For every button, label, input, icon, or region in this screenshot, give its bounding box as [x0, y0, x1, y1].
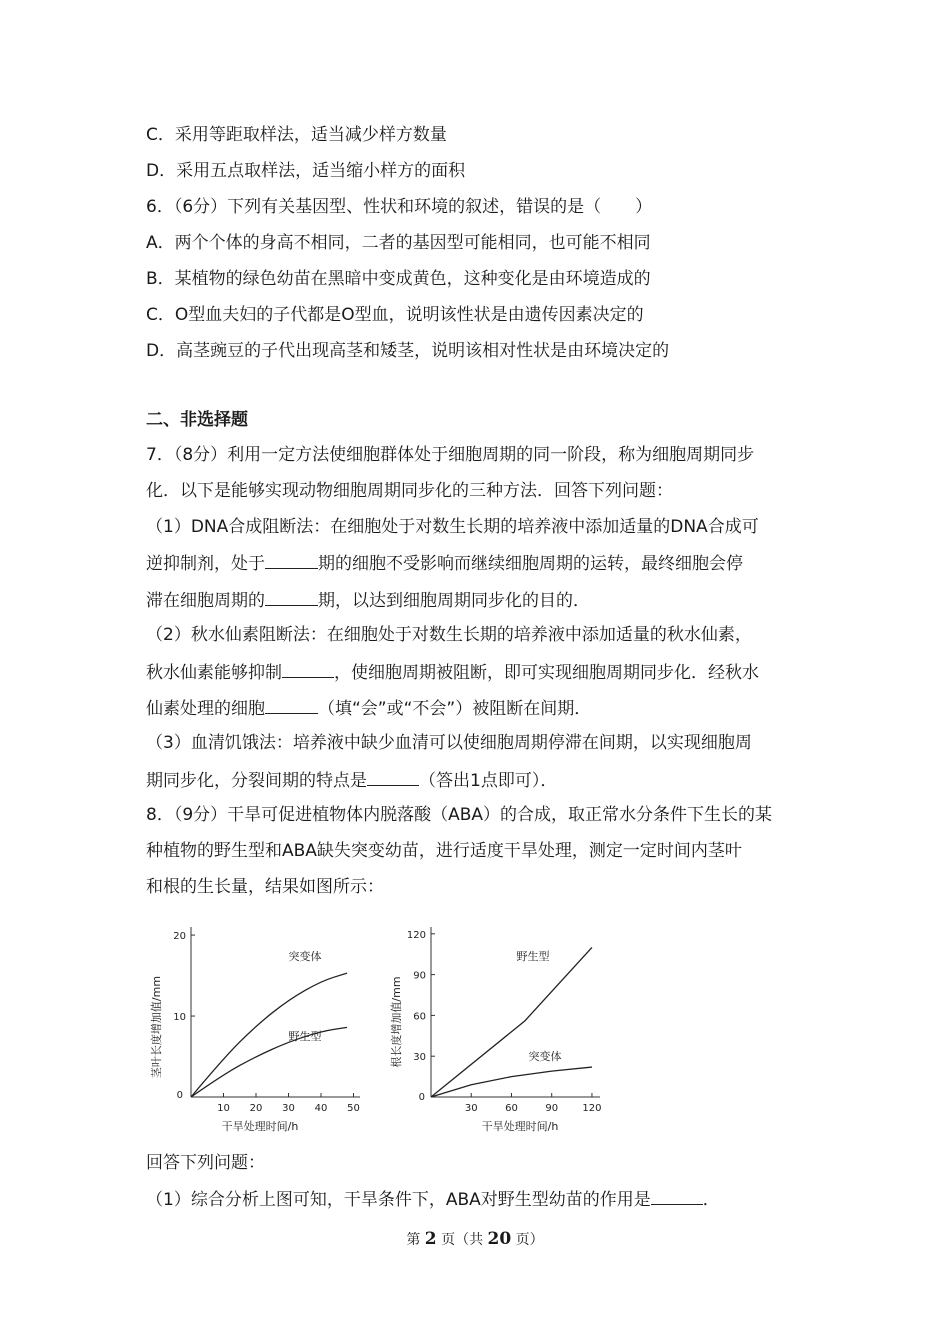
y-axis-label: 茎叶长度增加值/mm	[150, 975, 163, 1079]
x-tick-label: 30	[282, 1103, 295, 1114]
y-tick-label: 10	[173, 1012, 186, 1024]
q7-line-8	[146, 695, 591, 721]
footer-pre: 第	[406, 1232, 421, 1248]
x-axis-label: 干旱处理时间/h	[481, 1120, 559, 1133]
plot-area	[407, 930, 602, 1114]
q7-line-1: 7．（8分）利用一定方法使细胞群体处于细胞周期的同一阶段，称为细胞周期同步	[146, 445, 755, 465]
section-heading: 二、非选择题	[146, 410, 248, 430]
answer-blank[interactable]	[265, 550, 318, 569]
x-tick-label: 20	[249, 1103, 263, 1114]
x-tick-label: 10	[217, 1103, 230, 1114]
series-label: 突变体	[288, 950, 322, 963]
series-line-2	[191, 1027, 347, 1097]
footer-mid: 页（共	[441, 1232, 484, 1248]
q7-line-5	[146, 587, 590, 613]
answer-blank[interactable]	[282, 659, 334, 678]
answer-blank[interactable]	[651, 1186, 703, 1205]
y-tick-label: 30	[413, 1052, 426, 1064]
q6-option-d: D．高茎豌豆的子代出现高茎和矮茎，说明该相对性状是由环境决定的	[146, 341, 670, 361]
q7-line-6: （2）秋水仙素阻断法：在细胞处于对数生长期的培养液中添加适量的秋水仙素，	[146, 625, 752, 645]
q8-line-1: 8．（9分）干旱可促进植物体内脱落酸（ABA）的合成，取正常水分条件下生长的某	[146, 805, 773, 825]
q7-line-2: 化．以下是能够实现动物细胞周期同步化的三种方法．回答下列问题：	[146, 481, 673, 501]
answer-blank[interactable]	[367, 767, 419, 786]
text-span: 期，以达到细胞周期同步化的目的．	[318, 591, 590, 611]
x-tick-label: 30	[464, 1103, 478, 1114]
root-growth-chart	[385, 922, 610, 1137]
y-tick-label: 120	[406, 929, 426, 941]
y-tick-label: 60	[413, 1011, 426, 1023]
text-span: 期的细胞不受影响而继续细胞周期的运转，最终细胞会停	[318, 554, 743, 574]
q7-line-10	[146, 767, 557, 793]
text-span: 期同步化，分裂间期的特点是	[146, 771, 367, 791]
q6-option-c: C．O型血夫妇的子代都是O型血，说明该性状是由遗传因素决定的	[146, 305, 644, 325]
text-span: 仙素处理的细胞	[146, 699, 265, 719]
y-tick-label: 90	[413, 970, 426, 982]
y-tick-label: 20	[173, 931, 186, 943]
q6-stem: 6．（6分）下列有关基因型、性状和环境的叙述，错误的是（ ）	[146, 197, 653, 217]
text-span: （1）综合分析上图可知，干旱条件下，ABA对野生型幼苗的作用是	[146, 1190, 651, 1210]
q5-option-c: C．采用等距取样法，适当减少样方数量	[146, 125, 447, 145]
q6-option-a: A．两个个体的身高不相同，二者的基因型可能相同，也可能不相同	[146, 233, 651, 253]
series-line-1	[191, 973, 347, 1097]
footer-post: 页）	[515, 1232, 544, 1248]
q8-line-2: 种植物的野生型和ABA缺失突变幼苗，进行适度干旱处理，测定一定时间内茎叶	[146, 841, 742, 861]
q6-option-b: B．某植物的绿色幼苗在黑暗中变成黄色，这种变化是由环境造成的	[146, 269, 651, 289]
origin-label: 0	[176, 1090, 183, 1101]
stem-leaf-growth-chart	[145, 922, 375, 1137]
x-tick-label: 50	[347, 1103, 360, 1114]
series-label: 野生型	[288, 1030, 322, 1043]
q8-line-4: 回答下列问题：	[146, 1153, 265, 1173]
q7-line-3: （1）DNA合成阻断法：在细胞处于对数生长期的培养液中添加适量的DNA合成可	[146, 517, 759, 537]
text-span: ，使细胞周期被阻断，即可实现细胞周期同步化．经秋水	[334, 663, 759, 683]
page-footer	[0, 1229, 950, 1249]
y-axis-label: 根长度增加值/mm	[390, 976, 403, 1068]
plot-area	[173, 931, 360, 1114]
x-tick-label: 60	[505, 1103, 518, 1114]
text-span: （填“会”或“不会”）被阻断在间期．	[318, 699, 592, 719]
answer-blank[interactable]	[265, 695, 318, 714]
q7-line-7	[146, 659, 759, 685]
footer-total-pages: 20	[487, 1229, 512, 1249]
x-axis-label: 干旱处理时间/h	[221, 1120, 299, 1133]
q8-line-3: 和根的生长量，结果如图所示：	[146, 877, 384, 897]
series-line-2	[431, 1067, 592, 1097]
q8-line-5	[146, 1186, 720, 1212]
footer-page-number: 2	[424, 1229, 437, 1249]
x-tick-label: 120	[582, 1103, 602, 1114]
q7-line-4	[146, 550, 743, 576]
series-line-1	[431, 947, 592, 1097]
text-span: ．	[702, 1190, 720, 1210]
text-span: 逆抑制剂，处于	[146, 554, 265, 574]
origin-label: 0	[418, 1092, 425, 1103]
q7-line-9: （3）血清饥饿法：培养液中缺少血清可以使细胞周期停滞在间期，以实现细胞周	[146, 733, 752, 753]
x-tick-label: 90	[545, 1103, 559, 1114]
answer-blank[interactable]	[265, 587, 318, 606]
text-span: 秋水仙素能够抑制	[146, 663, 282, 683]
x-tick-label: 40	[314, 1103, 328, 1114]
series-label: 野生型	[516, 950, 550, 963]
text-span: 滞在细胞周期的	[146, 591, 265, 611]
series-label: 突变体	[528, 1050, 562, 1063]
q5-option-d: D．采用五点取样法，适当缩小样方的面积	[146, 161, 466, 181]
text-span: （答出1点即可）．	[419, 771, 558, 791]
